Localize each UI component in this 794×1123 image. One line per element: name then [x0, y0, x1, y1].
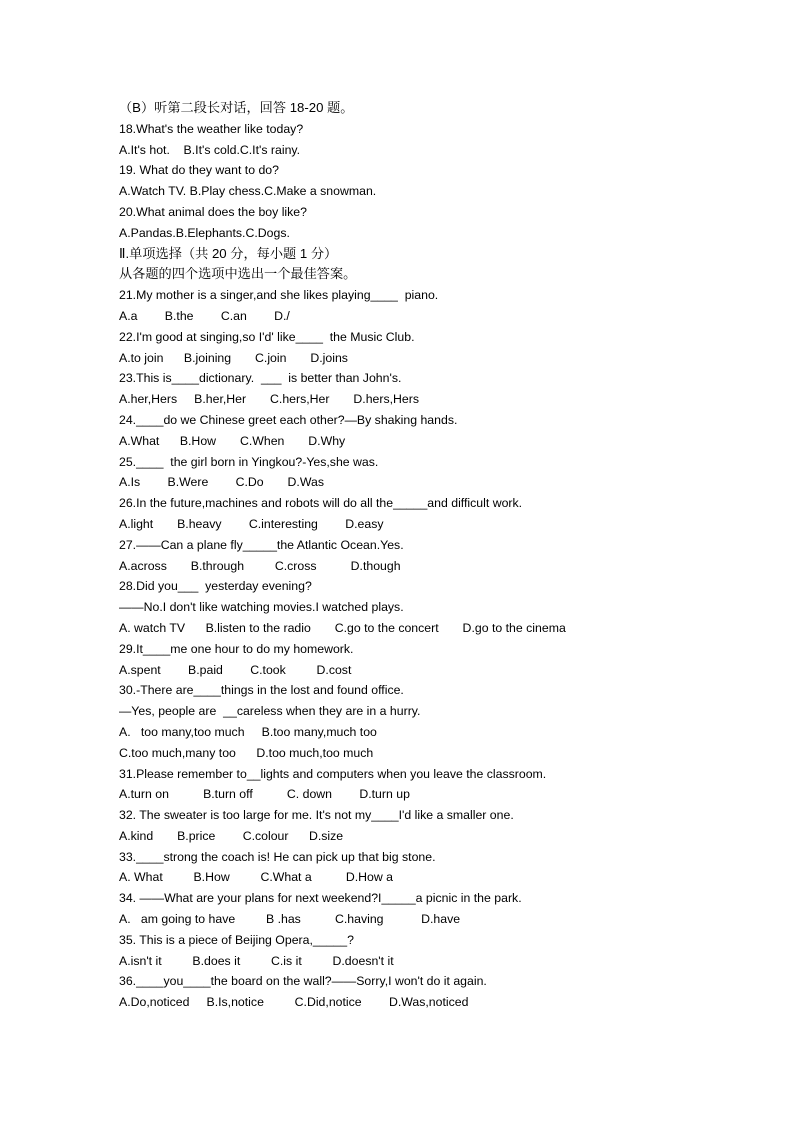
- question-22-stem: 22.I'm good at singing,so I'd' like____ the Music Club.: [119, 329, 415, 344]
- question-21-options: A.a B.the C.an D./: [119, 308, 290, 323]
- question-30-options-cd: C.too much,many too D.too much,too much: [119, 745, 374, 760]
- question-19-options: A.Watch TV. B.Play chess.C.Make a snowman.: [119, 184, 377, 199]
- question-25-options: A.Is B.Were C.Do D.Was: [119, 475, 324, 490]
- question-34-stem: 34. ——What are your plans for next weekend?I_____a picnic in the park.: [119, 891, 522, 906]
- part2-title: Ⅱ.单项选择（共 20 分，每小题 1 分）: [119, 245, 338, 261]
- part2-instruction: 从各题的四个选项中选出一个最佳答案。: [119, 266, 357, 282]
- question-28-stem: 28.Did you___ yesterday evening?: [119, 579, 312, 594]
- question-28-options: A. watch TV B.listen to the radio C.go to the concert D.go to the cinema: [119, 620, 566, 635]
- question-30-options-ab: A. too many,too much B.too many,much too: [119, 724, 377, 739]
- section-b-header: （B）听第二段长对话，回答 18-20 题。: [119, 100, 354, 115]
- question-27-stem: 27.——Can a plane fly_____the Atlantic Ocean.Yes.: [119, 537, 404, 552]
- question-25-stem: 25.____ the girl born in Yingkou?-Yes,she was.: [119, 454, 379, 469]
- question-26-options: A.light B.heavy C.interesting D.easy: [119, 516, 384, 531]
- question-36-stem: 36.____you____the board on the wall?——Sorry,I won't do it again.: [119, 974, 487, 989]
- question-27-options: A.across B.through C.cross D.though: [119, 558, 401, 573]
- question-18-options: A.It's hot. B.It's cold.C.It's rainy.: [119, 142, 301, 157]
- question-20-stem: 20.What animal does the boy like?: [119, 204, 307, 219]
- question-33-options: A. What B.How C.What a D.How a: [119, 870, 394, 885]
- question-26-stem: 26.In the future,machines and robots will do all the_____and difficult work.: [119, 496, 523, 511]
- question-22-options: A.to join B.joining C.join D.joins: [119, 350, 348, 365]
- question-19-stem: 19. What do they want to do?: [119, 163, 279, 178]
- question-21-stem: 21.My mother is a singer,and she likes playing____ piano.: [119, 288, 439, 303]
- question-34-options: A. am going to have B .has C.having D.have: [119, 912, 461, 927]
- question-20-options: A.Pandas.B.Elephants.C.Dogs.: [119, 225, 290, 240]
- question-23-options: A.her,Hers B.her,Her C.hers,Her D.hers,Hers: [119, 392, 419, 407]
- question-35-stem: 35. This is a piece of Beijing Opera,_____?: [119, 932, 354, 947]
- question-30-reply: —Yes, people are __careless when they are in a hurry.: [119, 704, 421, 719]
- question-31-stem: 31.Please remember to__lights and computers when you leave the classroom.: [119, 766, 547, 781]
- question-36-options: A.Do,noticed B.Is,notice C.Did,notice D.Was,noticed: [119, 995, 469, 1010]
- question-32-options: A.kind B.price C.colour D.size: [119, 828, 344, 843]
- question-33-stem: 33.____strong the coach is! He can pick up that big stone.: [119, 849, 436, 864]
- question-31-options: A.turn on B.turn off C. down D.turn up: [119, 787, 410, 802]
- question-23-stem: 23.This is____dictionary. ___ is better than John's.: [119, 371, 402, 386]
- question-29-stem: 29.It____me one hour to do my homework.: [119, 641, 354, 656]
- question-24-options: A.What B.How C.When D.Why: [119, 433, 346, 448]
- question-29-options: A.spent B.paid C.took D.cost: [119, 662, 352, 677]
- question-18-stem: 18.What's the weather like today?: [119, 121, 304, 136]
- question-24-stem: 24.____do we Chinese greet each other?—By shaking hands.: [119, 412, 458, 427]
- question-28-reply: ——No.I don't like watching movies.I watched plays.: [119, 600, 404, 615]
- question-30-stem: 30.-There are____things in the lost and found office.: [119, 683, 404, 698]
- question-32-stem: 32. The sweater is too large for me. It's not my____I'd like a smaller one.: [119, 808, 514, 823]
- exam-page: [119, 98, 759, 1013]
- question-35-options: A.isn't it B.does it C.is it D.doesn't it: [119, 953, 394, 968]
